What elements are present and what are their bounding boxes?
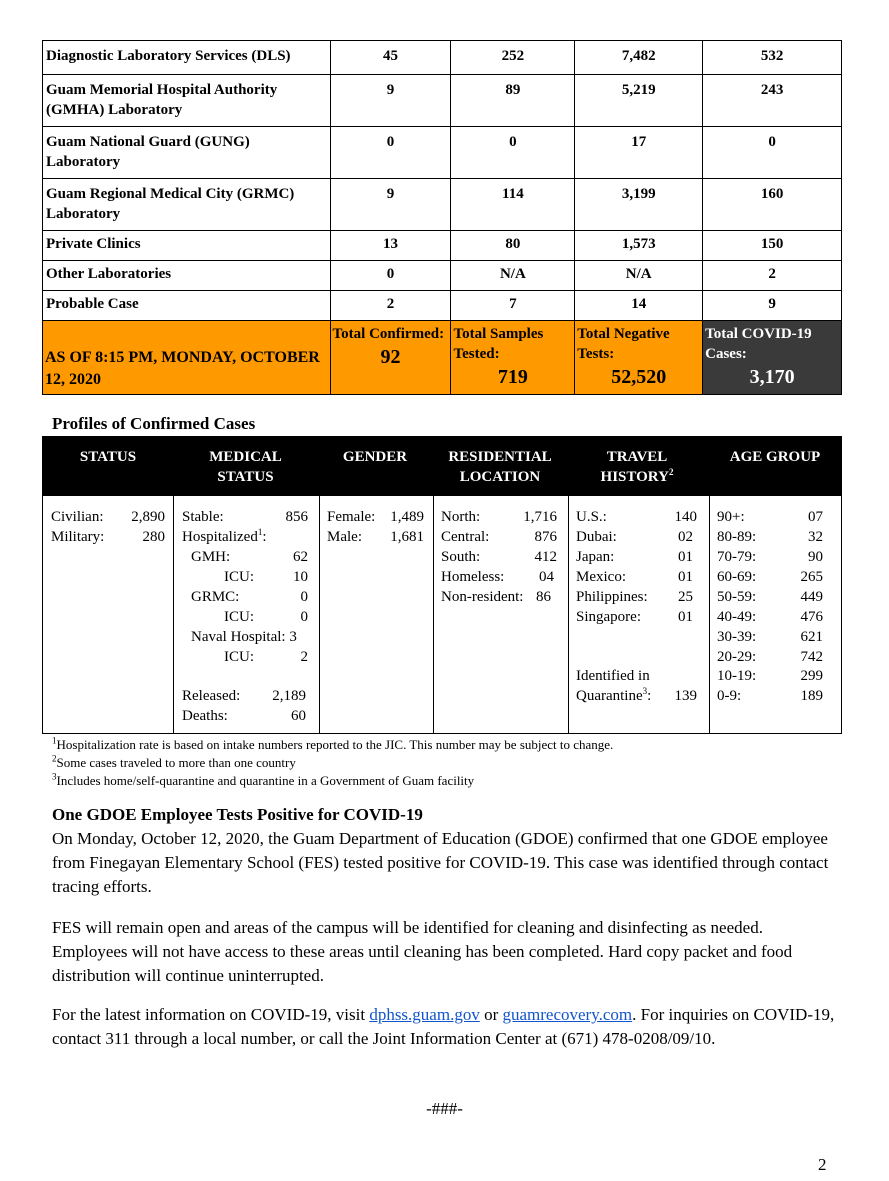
travel-mexico-label: Mexico: <box>576 569 626 585</box>
column-divider <box>319 496 320 733</box>
article-paragraph-2: FES will remain open and areas of the campus will be identified for cleaning and disinfecting as needed. Employees will not have access to these areas until cleaning has been completed. Hard copy packet and food distribution will continue uninterrupted. <box>52 918 793 985</box>
total-confirmed-label: Total Confirmed: <box>332 326 445 342</box>
naval-icu-value: 2 <box>300 649 308 665</box>
deaths-value: 60 <box>291 708 306 724</box>
table-row <box>43 41 842 75</box>
samples-cell: 114 <box>451 179 575 231</box>
lab-name: Guam Memorial Hospital Authority (GMHA) Laboratory <box>43 75 331 127</box>
total-negative-label: Total Negative Tests: <box>577 326 670 362</box>
grmc-value: 0 <box>300 589 308 605</box>
negative-cell: N/A <box>575 261 703 291</box>
hospitalized-colon: : <box>262 529 267 545</box>
age-value: 90 <box>808 549 823 565</box>
table-row <box>43 179 842 231</box>
age-value: 189 <box>800 688 823 704</box>
age-label: 90+: <box>717 509 745 525</box>
stable-value: 856 <box>285 509 308 525</box>
quarantine-sup: 3 <box>642 686 648 696</box>
total-cases-value: 3,170 <box>749 366 795 388</box>
travel-dubai-value: 02 <box>678 529 693 545</box>
footnote-sup: 1 <box>52 735 57 746</box>
hospitalized-text: Hospitalized <box>182 529 258 545</box>
hospitalized-label <box>182 527 267 547</box>
footnote-sup: 2 <box>52 753 57 764</box>
samples-cell: 7 <box>451 291 575 321</box>
total-negative <box>575 321 703 395</box>
central-label: Central: <box>441 529 490 545</box>
lab-name: Probable Case <box>43 291 331 321</box>
column-divider <box>568 496 569 733</box>
article-heading: One GDOE Employee Tests Positive for COVID-19 <box>52 805 423 824</box>
female-value: 1,489 <box>390 509 424 525</box>
age-label: 20-29: <box>717 649 757 665</box>
lab-name: Guam National Guard (GUNG) Laboratory <box>43 127 331 179</box>
table-row <box>43 127 842 179</box>
negative-cell: 7,482 <box>575 41 703 75</box>
negative-cell: 14 <box>575 291 703 321</box>
header-gender: GENDER <box>342 449 408 465</box>
age-value: 07 <box>808 509 823 525</box>
as-of-date: AS OF 8:15 PM, MONDAY, OCTOBER 12, 2020 <box>43 321 331 395</box>
dphss-link[interactable]: dphss.guam.gov <box>369 1005 480 1024</box>
age-value: 621 <box>800 629 823 645</box>
male-label: Male: <box>327 529 362 545</box>
confirmed-cell: 45 <box>330 41 451 75</box>
civilian-value: 2,890 <box>131 509 165 525</box>
non-resident-label: Non-resident: <box>441 589 524 605</box>
travel-philippines-value: 25 <box>678 589 693 605</box>
footnote-text: Hospitalization rate is based on intake numbers reported to the JIC. This number may be subject to change. <box>56 737 614 752</box>
age-value: 742 <box>800 649 823 665</box>
quarantine-line1: Identified in <box>576 668 650 684</box>
confirmed-cell: 0 <box>330 127 451 179</box>
age-label: 0-9: <box>717 688 742 704</box>
released-label: Released: <box>182 688 241 704</box>
end-mark: -###- <box>426 1099 463 1118</box>
civilian-label: Civilian: <box>51 509 104 525</box>
column-divider <box>433 496 434 733</box>
naval-icu-label: ICU: <box>224 649 254 665</box>
gmh-icu-label: ICU: <box>224 569 254 585</box>
gmh-value: 62 <box>293 549 308 565</box>
page-number: 2 <box>818 1155 827 1174</box>
central-value: 876 <box>534 529 557 545</box>
age-value: 476 <box>800 609 823 625</box>
travel-japan-value: 01 <box>678 549 693 565</box>
south-value: 412 <box>534 549 557 565</box>
travel-japan-label: Japan: <box>576 549 615 565</box>
naval-hospital-label: Naval Hospital: 3 <box>191 629 297 645</box>
total-cases <box>703 321 842 395</box>
table-row <box>43 261 842 291</box>
gmh-icu-value: 10 <box>293 569 308 585</box>
quarantine-value: 139 <box>674 688 697 704</box>
footnote <box>52 754 296 772</box>
footnote <box>52 736 613 754</box>
p3-text-c: . For inquiries on COVID-19, contact 311 through a local number, or call the Joint Information Center at (671) 478-0208/09/10. <box>52 1005 835 1048</box>
article-paragraph-3 <box>52 1003 842 1051</box>
age-label: 40-49: <box>717 609 757 625</box>
guamrecovery-link[interactable]: guamrecovery.com <box>502 1005 633 1024</box>
footnote-text: Some cases traveled to more than one country <box>56 755 296 770</box>
header-status: STATUS <box>79 449 137 465</box>
p3-text-a: For the latest information on COVID-19, visit <box>52 1005 370 1024</box>
samples-cell: 80 <box>451 231 575 261</box>
cases-cell: 243 <box>703 75 842 127</box>
grmc-label: GRMC: <box>191 589 240 605</box>
military-value: 280 <box>142 529 165 545</box>
laboratory-table <box>42 40 842 395</box>
negative-cell: 17 <box>575 127 703 179</box>
female-label: Female: <box>327 509 376 525</box>
non-resident-value: 86 <box>536 589 551 605</box>
age-label: 60-69: <box>717 569 757 585</box>
cases-cell: 0 <box>703 127 842 179</box>
age-value: 32 <box>808 529 823 545</box>
homeless-value: 04 <box>539 569 554 585</box>
quarantine-text: Quarantine <box>576 688 643 704</box>
footnote <box>52 772 474 790</box>
header-residential: RESIDENTIAL LOCATION <box>448 449 552 485</box>
profiles-table <box>42 436 842 734</box>
travel-singapore-label: Singapore: <box>576 609 641 625</box>
table-row <box>43 75 842 127</box>
column-divider <box>709 496 710 733</box>
total-confirmed <box>330 321 451 395</box>
cases-cell: 532 <box>703 41 842 75</box>
military-label: Military: <box>51 529 105 545</box>
south-label: South: <box>441 549 481 565</box>
age-value: 449 <box>800 589 823 605</box>
lab-name: Guam Regional Medical City (GRMC) Laboratory <box>43 179 331 231</box>
p3-text-b: or <box>479 1005 503 1024</box>
total-samples-label: Total Samples Tested: <box>453 326 544 362</box>
age-value: 299 <box>800 668 823 684</box>
north-label: North: <box>441 509 481 525</box>
grmc-icu-value: 0 <box>300 609 308 625</box>
lab-name: Other Laboratories <box>43 261 331 291</box>
confirmed-cell: 9 <box>330 75 451 127</box>
travel-singapore-value: 01 <box>678 609 693 625</box>
profiles-title: Profiles of Confirmed Cases <box>52 414 256 433</box>
confirmed-cell: 13 <box>330 231 451 261</box>
header-age: AGE GROUP <box>729 449 821 465</box>
article-paragraph-1: On Monday, October 12, 2020, the Guam Department of Education (GDOE) confirmed that one GDOE employee from Finegayan Elementary School (FES) tested positive for COVID-19. This case was identified through contact tracing efforts. <box>52 829 829 896</box>
table-row <box>43 231 842 261</box>
total-samples <box>451 321 575 395</box>
stable-label: Stable: <box>182 509 224 525</box>
deaths-label: Deaths: <box>182 708 228 724</box>
grmc-icu-label: ICU: <box>224 609 254 625</box>
travel-philippines-label: Philippines: <box>576 589 648 605</box>
travel-us-value: 140 <box>674 509 697 525</box>
table-row <box>43 291 842 321</box>
confirmed-cell: 9 <box>330 179 451 231</box>
age-label: 80-89: <box>717 529 757 545</box>
cases-cell: 150 <box>703 231 842 261</box>
header-travel-label: TRAVEL HISTORY <box>600 449 669 485</box>
gmh-label: GMH: <box>191 549 231 565</box>
samples-cell: 89 <box>451 75 575 127</box>
age-label: 70-79: <box>717 549 757 565</box>
quarantine-line2 <box>576 686 651 706</box>
total-confirmed-value: 92 <box>380 346 401 368</box>
hospitalized-sup: 1 <box>257 527 263 537</box>
negative-cell: 5,219 <box>575 75 703 127</box>
cases-cell: 160 <box>703 179 842 231</box>
footnote-sup: 3 <box>52 771 57 782</box>
age-label: 30-39: <box>717 629 757 645</box>
totals-row <box>43 321 842 395</box>
negative-cell: 1,573 <box>575 231 703 261</box>
age-value: 265 <box>800 569 823 585</box>
travel-mexico-value: 01 <box>678 569 693 585</box>
profiles-header <box>43 437 841 496</box>
header-travel-sup: 2 <box>668 467 674 477</box>
travel-us-label: U.S.: <box>576 509 607 525</box>
total-negative-value: 52,520 <box>611 366 667 388</box>
cases-cell: 2 <box>703 261 842 291</box>
confirmed-cell: 0 <box>330 261 451 291</box>
age-label: 10-19: <box>717 668 757 684</box>
male-value: 1,681 <box>390 529 424 545</box>
quarantine-colon: : <box>647 688 652 704</box>
lab-name: Diagnostic Laboratory Services (DLS) <box>43 41 331 75</box>
cases-cell: 9 <box>703 291 842 321</box>
age-label: 50-59: <box>717 589 757 605</box>
samples-cell: 0 <box>451 127 575 179</box>
homeless-label: Homeless: <box>441 569 505 585</box>
footnote-text: Includes home/self-quarantine and quarantine in a Government of Guam facility <box>56 773 475 788</box>
travel-dubai-label: Dubai: <box>576 529 617 545</box>
released-value: 2,189 <box>272 688 306 704</box>
header-medical: MEDICAL STATUS <box>209 449 282 485</box>
negative-cell: 3,199 <box>575 179 703 231</box>
north-value: 1,716 <box>523 509 557 525</box>
column-divider <box>173 496 174 733</box>
header-travel <box>587 447 687 487</box>
confirmed-cell: 2 <box>330 291 451 321</box>
total-samples-value: 719 <box>497 366 528 388</box>
total-cases-label: Total COVID-19 Cases: <box>705 326 812 362</box>
samples-cell: 252 <box>451 41 575 75</box>
samples-cell: N/A <box>451 261 575 291</box>
lab-name: Private Clinics <box>43 231 331 261</box>
